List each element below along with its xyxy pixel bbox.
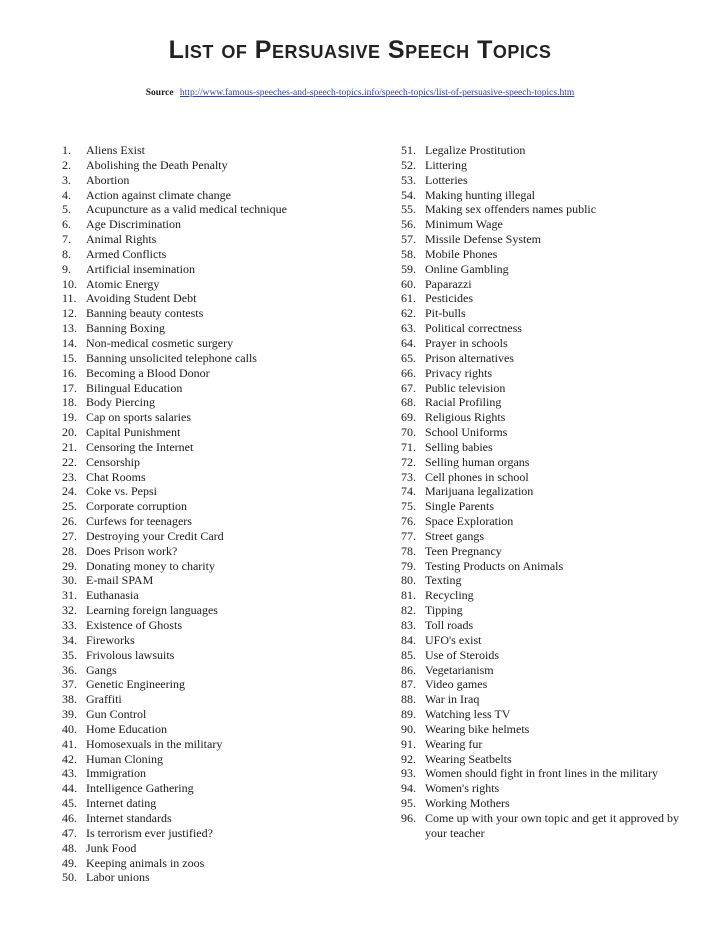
item-number: 92. bbox=[401, 751, 416, 766]
item-text: Wearing Seatbelts bbox=[425, 751, 512, 766]
list-item bbox=[62, 217, 382, 232]
item-text: Texting bbox=[425, 573, 462, 588]
list-item bbox=[401, 455, 701, 470]
item-number: 53. bbox=[401, 172, 416, 187]
item-text: Does Prison work? bbox=[86, 543, 178, 558]
item-text: Age Discrimination bbox=[86, 217, 181, 232]
item-text: Lotteries bbox=[425, 172, 468, 187]
item-number: 40. bbox=[62, 721, 77, 736]
list-item bbox=[401, 484, 701, 499]
item-number: 60. bbox=[401, 276, 416, 291]
list-item bbox=[62, 677, 382, 692]
item-text: Animal Rights bbox=[86, 232, 157, 247]
item-number: 32. bbox=[62, 603, 77, 618]
list-item bbox=[62, 366, 382, 381]
item-number: 88. bbox=[401, 692, 416, 707]
list-item bbox=[62, 306, 382, 321]
item-number: 8. bbox=[62, 246, 71, 261]
list-item bbox=[401, 677, 701, 692]
item-text: Political correctness bbox=[425, 321, 522, 336]
list-item bbox=[401, 277, 701, 292]
item-number: 49. bbox=[62, 855, 77, 870]
item-text: Labor unions bbox=[86, 870, 150, 885]
item-text: Donating money to charity bbox=[86, 558, 215, 573]
list-item bbox=[62, 796, 382, 811]
list-item bbox=[62, 633, 382, 648]
list-item bbox=[62, 440, 382, 455]
item-text: Banning beauty contests bbox=[86, 306, 204, 321]
list-item bbox=[401, 514, 701, 529]
item-text: Non-medical cosmetic surgery bbox=[86, 335, 234, 350]
item-text: Watching less TV bbox=[425, 707, 511, 722]
list-item bbox=[401, 366, 701, 381]
list-item bbox=[401, 722, 701, 737]
item-number: 61. bbox=[401, 291, 416, 306]
item-number: 82. bbox=[401, 603, 416, 618]
item-text: Censorship bbox=[86, 454, 140, 469]
item-text: Genetic Engineering bbox=[86, 677, 185, 692]
item-number: 57. bbox=[401, 232, 416, 247]
list-item bbox=[62, 277, 382, 292]
list-item bbox=[62, 811, 382, 826]
item-number: 95. bbox=[401, 796, 416, 811]
item-text: Coke vs. Pepsi bbox=[86, 484, 158, 499]
item-text: Tipping bbox=[425, 603, 463, 618]
item-text: Fireworks bbox=[86, 632, 135, 647]
list-item bbox=[401, 766, 701, 781]
list-item bbox=[401, 202, 701, 217]
item-text: Existence of Ghosts bbox=[86, 618, 182, 632]
item-text: Religious Rights bbox=[425, 410, 506, 425]
item-number: 54. bbox=[401, 187, 416, 202]
item-text: Making hunting illegal bbox=[425, 187, 535, 202]
topics-list-left bbox=[62, 143, 382, 885]
topics-list-right bbox=[401, 143, 701, 841]
item-text: Working Mothers bbox=[425, 796, 510, 811]
item-text: Toll roads bbox=[425, 618, 474, 632]
item-text: Becoming a Blood Donor bbox=[86, 365, 210, 380]
item-text: Frivolous lawsuits bbox=[86, 647, 175, 662]
list-item bbox=[62, 470, 382, 485]
list-item bbox=[62, 856, 382, 871]
list-item bbox=[401, 351, 701, 366]
list-item bbox=[62, 722, 382, 737]
item-number: 17. bbox=[62, 380, 77, 395]
item-number: 28. bbox=[62, 543, 77, 558]
list-item bbox=[401, 158, 701, 173]
item-number: 91. bbox=[401, 736, 416, 751]
item-number: 7. bbox=[62, 232, 71, 247]
item-text: Abolishing the Death Penalty bbox=[86, 157, 228, 172]
list-item bbox=[401, 499, 701, 514]
item-number: 52. bbox=[401, 157, 416, 172]
item-number: 85. bbox=[401, 647, 416, 662]
item-text: Bilingual Education bbox=[86, 380, 183, 395]
item-number: 50. bbox=[62, 870, 77, 885]
list-item bbox=[62, 618, 382, 633]
item-number: 25. bbox=[62, 499, 77, 514]
list-item bbox=[62, 514, 382, 529]
item-text: Intelligence Gathering bbox=[86, 781, 194, 796]
list-item bbox=[401, 217, 701, 232]
item-text: Space Exploration bbox=[425, 514, 514, 529]
list-item bbox=[401, 188, 701, 203]
item-text: Minimum Wage bbox=[425, 217, 503, 232]
item-text: Capital Punishment bbox=[86, 425, 181, 440]
item-number: 10. bbox=[62, 276, 77, 291]
list-item bbox=[401, 633, 701, 648]
list-item bbox=[62, 870, 382, 885]
list-item bbox=[401, 559, 701, 574]
item-number: 21. bbox=[62, 439, 77, 454]
item-text: Legalize Prostitution bbox=[425, 143, 526, 157]
list-item bbox=[401, 232, 701, 247]
item-number: 59. bbox=[401, 261, 416, 276]
item-text: Banning Boxing bbox=[86, 321, 166, 336]
item-number: 37. bbox=[62, 677, 77, 692]
item-text: Internet standards bbox=[86, 810, 172, 825]
list-item bbox=[62, 559, 382, 574]
list-item bbox=[401, 425, 701, 440]
item-text: Corporate corruption bbox=[86, 499, 187, 514]
item-text: Gangs bbox=[86, 662, 117, 677]
list-item bbox=[401, 737, 701, 752]
item-number: 70. bbox=[401, 425, 416, 440]
item-text: Pit-bulls bbox=[425, 306, 466, 321]
item-text: Curfews for teenagers bbox=[86, 514, 192, 529]
item-number: 79. bbox=[401, 558, 416, 573]
list-item bbox=[401, 262, 701, 277]
item-number: 16. bbox=[62, 365, 77, 380]
item-text: Cell phones in school bbox=[425, 469, 529, 484]
list-item bbox=[62, 692, 382, 707]
item-text: Public television bbox=[425, 380, 506, 395]
item-text: Home Education bbox=[86, 721, 167, 736]
item-number: 36. bbox=[62, 662, 77, 677]
item-text: Selling human organs bbox=[425, 454, 530, 469]
list-item bbox=[62, 425, 382, 440]
item-text: Learning foreign languages bbox=[86, 603, 218, 618]
list-item bbox=[401, 381, 701, 396]
item-text: Street gangs bbox=[425, 528, 484, 543]
item-text: Keeping animals in zoos bbox=[86, 855, 205, 870]
list-item bbox=[62, 262, 382, 277]
list-item bbox=[62, 158, 382, 173]
item-number: 68. bbox=[401, 395, 416, 410]
list-item bbox=[401, 321, 701, 336]
source-link[interactable]: http://www.famous-speeches-and-speech-topics.info/speech-topics/list-of-persuasive-speech-topics.htm bbox=[179, 88, 575, 98]
item-number: 80. bbox=[401, 573, 416, 588]
item-number: 5. bbox=[62, 202, 71, 217]
item-text: Prayer in schools bbox=[425, 335, 508, 350]
item-number: 4. bbox=[62, 187, 71, 202]
list-item bbox=[401, 529, 701, 544]
item-text: Teen Pregnancy bbox=[425, 543, 502, 558]
item-text: Online Gambling bbox=[425, 261, 509, 276]
list-item bbox=[401, 410, 701, 425]
item-text: Internet dating bbox=[86, 796, 157, 811]
item-number: 42. bbox=[62, 751, 77, 766]
list-item bbox=[401, 291, 701, 306]
page-title: List of Persuasive Speech Topics bbox=[168, 36, 552, 64]
item-number: 56. bbox=[401, 217, 416, 232]
list-item bbox=[401, 603, 701, 618]
list-item bbox=[401, 692, 701, 707]
item-number: 3. bbox=[62, 172, 71, 187]
item-number: 62. bbox=[401, 306, 416, 321]
item-text: Video games bbox=[425, 677, 488, 692]
item-text: Come up with your own topic and get it approved by your teacher bbox=[425, 810, 679, 840]
item-number: 58. bbox=[401, 246, 416, 261]
list-item bbox=[401, 336, 701, 351]
item-text: Wearing fur bbox=[425, 736, 483, 751]
list-item bbox=[401, 588, 701, 603]
item-number: 64. bbox=[401, 335, 416, 350]
item-text: War in Iraq bbox=[425, 692, 480, 707]
item-number: 66. bbox=[401, 365, 416, 380]
item-number: 26. bbox=[62, 514, 77, 529]
item-number: 2. bbox=[62, 157, 71, 172]
item-number: 35. bbox=[62, 647, 77, 662]
item-number: 65. bbox=[401, 350, 416, 365]
list-item bbox=[62, 752, 382, 767]
item-text: Atomic Energy bbox=[86, 276, 160, 291]
item-number: 9. bbox=[62, 261, 71, 276]
item-text: Acupuncture as a valid medical technique bbox=[86, 202, 287, 217]
item-text: E-mail SPAM bbox=[86, 573, 154, 588]
item-number: 15. bbox=[62, 350, 77, 365]
item-text: Selling babies bbox=[425, 439, 493, 454]
item-text: Graffiti bbox=[86, 692, 122, 707]
item-text: Censoring the Internet bbox=[86, 439, 194, 454]
item-number: 23. bbox=[62, 469, 77, 484]
item-number: 63. bbox=[401, 321, 416, 336]
list-item bbox=[401, 173, 701, 188]
list-item bbox=[62, 737, 382, 752]
item-text: Action against climate change bbox=[86, 187, 231, 202]
item-number: 39. bbox=[62, 707, 77, 722]
item-text: Body Piercing bbox=[86, 395, 155, 410]
item-text: Use of Steroids bbox=[425, 647, 499, 662]
item-number: 47. bbox=[62, 825, 77, 840]
list-item bbox=[62, 499, 382, 514]
item-text: Single Parents bbox=[425, 499, 494, 514]
list-item bbox=[401, 470, 701, 485]
item-text: Privacy rights bbox=[425, 365, 492, 380]
list-item bbox=[62, 247, 382, 262]
item-number: 19. bbox=[62, 410, 77, 425]
item-number: 33. bbox=[62, 618, 77, 632]
item-number: 38. bbox=[62, 692, 77, 707]
item-text: Artificial insemination bbox=[86, 261, 195, 276]
list-item bbox=[62, 841, 382, 856]
item-text: Racial Profiling bbox=[425, 395, 502, 410]
list-item bbox=[62, 202, 382, 217]
item-text: Aliens Exist bbox=[86, 143, 145, 157]
list-item bbox=[62, 395, 382, 410]
item-text: Euthanasia bbox=[86, 588, 139, 603]
item-number: 69. bbox=[401, 410, 416, 425]
list-item bbox=[62, 781, 382, 796]
item-number: 13. bbox=[62, 321, 77, 336]
list-item bbox=[401, 796, 701, 811]
list-item bbox=[62, 455, 382, 470]
item-text: Women's rights bbox=[425, 781, 500, 796]
item-number: 48. bbox=[62, 840, 77, 855]
item-text: Littering bbox=[425, 157, 467, 172]
item-text: Junk Food bbox=[86, 840, 137, 855]
item-number: 77. bbox=[401, 528, 416, 543]
list-item bbox=[401, 707, 701, 722]
item-number: 96. bbox=[401, 810, 416, 825]
list-item bbox=[62, 188, 382, 203]
list-item bbox=[401, 781, 701, 796]
item-number: 89. bbox=[401, 707, 416, 722]
item-number: 71. bbox=[401, 439, 416, 454]
item-text: Pesticides bbox=[425, 291, 473, 306]
item-number: 22. bbox=[62, 454, 77, 469]
list-item bbox=[62, 588, 382, 603]
item-number: 87. bbox=[401, 677, 416, 692]
item-number: 90. bbox=[401, 721, 416, 736]
item-text: Avoiding Student Debt bbox=[86, 291, 197, 306]
item-number: 18. bbox=[62, 395, 77, 410]
list-item bbox=[401, 573, 701, 588]
item-text: School Uniforms bbox=[425, 425, 508, 440]
item-number: 72. bbox=[401, 454, 416, 469]
item-text: Chat Rooms bbox=[86, 469, 146, 484]
list-item bbox=[401, 663, 701, 678]
item-number: 93. bbox=[401, 766, 416, 781]
item-number: 76. bbox=[401, 514, 416, 529]
list-item bbox=[62, 484, 382, 499]
item-text: Recycling bbox=[425, 588, 474, 603]
item-text: Is terrorism ever justified? bbox=[86, 825, 213, 840]
list-item bbox=[401, 440, 701, 455]
item-number: 73. bbox=[401, 469, 416, 484]
item-text: Homosexuals in the military bbox=[86, 736, 223, 751]
item-text: Immigration bbox=[86, 766, 146, 781]
list-item bbox=[62, 707, 382, 722]
item-text: UFO's exist bbox=[425, 632, 482, 647]
list-item bbox=[62, 573, 382, 588]
list-item bbox=[62, 410, 382, 425]
list-item bbox=[62, 351, 382, 366]
list-item bbox=[401, 811, 701, 841]
item-number: 43. bbox=[62, 766, 77, 781]
list-item bbox=[62, 603, 382, 618]
item-number: 74. bbox=[401, 484, 416, 499]
item-text: Testing Products on Animals bbox=[425, 558, 564, 573]
source-line bbox=[0, 88, 720, 98]
item-number: 41. bbox=[62, 736, 77, 751]
list-item bbox=[401, 618, 701, 633]
list-item bbox=[62, 291, 382, 306]
item-number: 81. bbox=[401, 588, 416, 603]
item-text: Making sex offenders names public bbox=[425, 202, 597, 217]
item-number: 30. bbox=[62, 573, 77, 588]
item-number: 27. bbox=[62, 528, 77, 543]
item-number: 75. bbox=[401, 499, 416, 514]
list-item bbox=[62, 766, 382, 781]
item-text: Wearing bike helmets bbox=[425, 721, 530, 736]
item-text: Paparazzi bbox=[425, 276, 472, 291]
item-number: 55. bbox=[401, 202, 416, 217]
item-number: 86. bbox=[401, 662, 416, 677]
list-item bbox=[62, 826, 382, 841]
item-text: Human Cloning bbox=[86, 751, 163, 766]
item-number: 12. bbox=[62, 306, 77, 321]
item-number: 31. bbox=[62, 588, 77, 603]
list-item bbox=[62, 529, 382, 544]
list-item bbox=[401, 544, 701, 559]
list-item bbox=[401, 247, 701, 262]
item-text: Prison alternatives bbox=[425, 350, 514, 365]
source-label: Source bbox=[145, 88, 174, 98]
list-item bbox=[401, 306, 701, 321]
item-number: 44. bbox=[62, 781, 77, 796]
item-number: 78. bbox=[401, 543, 416, 558]
list-item bbox=[401, 752, 701, 767]
list-item bbox=[62, 143, 382, 158]
item-number: 51. bbox=[401, 143, 416, 157]
list-item bbox=[62, 232, 382, 247]
item-number: 34. bbox=[62, 632, 77, 647]
item-number: 24. bbox=[62, 484, 77, 499]
item-number: 46. bbox=[62, 810, 77, 825]
list-item bbox=[401, 143, 701, 158]
item-text: Women should fight in front lines in the military bbox=[425, 766, 659, 781]
item-text: Gun Control bbox=[86, 707, 147, 722]
list-item bbox=[62, 544, 382, 559]
list-item bbox=[62, 381, 382, 396]
list-item bbox=[401, 648, 701, 663]
item-text: Abortion bbox=[86, 172, 130, 187]
item-number: 83. bbox=[401, 618, 416, 632]
item-number: 6. bbox=[62, 217, 71, 232]
item-text: Destroying your Credit Card bbox=[86, 528, 224, 543]
item-number: 20. bbox=[62, 425, 77, 440]
item-text: Armed Conflicts bbox=[86, 246, 167, 261]
item-number: 67. bbox=[401, 380, 416, 395]
item-number: 1. bbox=[62, 143, 71, 157]
list-item bbox=[62, 663, 382, 678]
item-text: Vegetarianism bbox=[425, 662, 494, 677]
item-number: 94. bbox=[401, 781, 416, 796]
item-text: Missile Defense System bbox=[425, 232, 541, 247]
list-item bbox=[62, 173, 382, 188]
list-item bbox=[62, 321, 382, 336]
item-text: Marijuana legalization bbox=[425, 484, 534, 499]
item-text: Cap on sports salaries bbox=[86, 410, 191, 425]
item-number: 11. bbox=[62, 291, 77, 306]
item-number: 84. bbox=[401, 632, 416, 647]
list-item bbox=[401, 395, 701, 410]
list-item bbox=[62, 648, 382, 663]
item-number: 45. bbox=[62, 796, 77, 811]
item-number: 14. bbox=[62, 335, 77, 350]
item-text: Mobile Phones bbox=[425, 246, 498, 261]
list-item bbox=[62, 336, 382, 351]
item-text: Banning unsolicited telephone calls bbox=[86, 350, 257, 365]
item-number: 29. bbox=[62, 558, 77, 573]
